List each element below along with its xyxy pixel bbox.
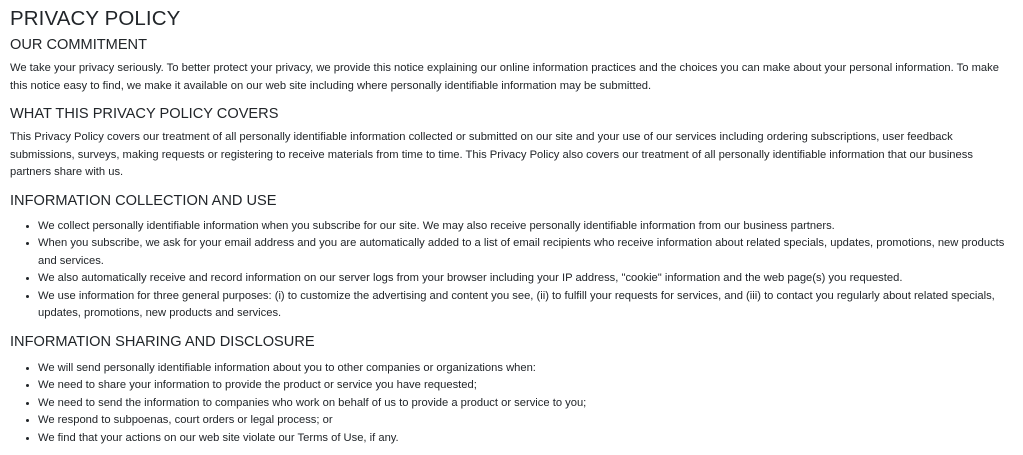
- list-item: • We need to send the information to companies who work on behalf of us to provide a product or service to you;: [38, 395, 1017, 413]
- list-item: • We need to share your information to provide the product or service you have requested;: [38, 377, 1017, 395]
- list-item: • We respond to subpoenas, court orders or legal process; or: [38, 412, 1017, 430]
- section-heading: INFORMATION COLLECTION AND USE: [10, 192, 277, 209]
- section-paragraph: This Privacy Policy covers our treatment of all personally identifiable information collected or submitted on our site and your use of our services including ordering subscriptions, user feedback submissions, surveys, making requests or registering to receive materials from time to time. This Privacy Policy also covers our treatment of all personally identifiable information that our business partners share with us.: [10, 131, 973, 178]
- list-item: • When you subscribe, we ask for your email address and you are automatically added to a list of email recipients who receive information about related specials, updates, promotions, new products and services.: [38, 235, 1017, 270]
- section-heading: INFORMATION SHARING AND DISCLOSURE: [10, 333, 315, 350]
- section-our-commitment: [10, 37, 1017, 95]
- section-paragraph: We take your privacy seriously. To better protect your privacy, we provide this notice explaining our online information practices and the choices you can make about your personal information. To make this notice easy to find, we make it available on our web site including where personally identifiable information may be submitted.: [10, 62, 999, 92]
- list-item: • We find that your actions on our web site violate our Terms of Use, if any.: [38, 430, 1017, 448]
- list-item: • We use information for three general purposes: (i) to customize the advertising and content you see, (ii) to fulfill your requests for services, and (iii) to contact you regularly about related specials, updates, promotions, new products and services.: [38, 288, 1017, 323]
- section-information-collection: [10, 193, 1017, 323]
- list-item: • We will send personally identifiable information about you to other companies or organizations when:: [38, 360, 1017, 378]
- sharing-list: [10, 360, 1017, 448]
- section-what-this-policy-covers: [10, 106, 1017, 182]
- section-heading: WHAT THIS PRIVACY POLICY COVERS: [10, 106, 279, 122]
- list-item: • We collect personally identifiable information when you subscribe for our site. We may also receive personally identifiable information from our business partners.: [38, 218, 1017, 236]
- list-item: • We also automatically receive and record information on our server logs from your browser including your IP address, "cookie" information and the web page(s) you requested.: [38, 270, 1017, 288]
- collection-list: [10, 218, 1017, 323]
- section-heading: OUR COMMITMENT: [10, 37, 148, 53]
- section-information-sharing: [10, 334, 1017, 448]
- page-title: PRIVACY POLICY: [10, 7, 181, 30]
